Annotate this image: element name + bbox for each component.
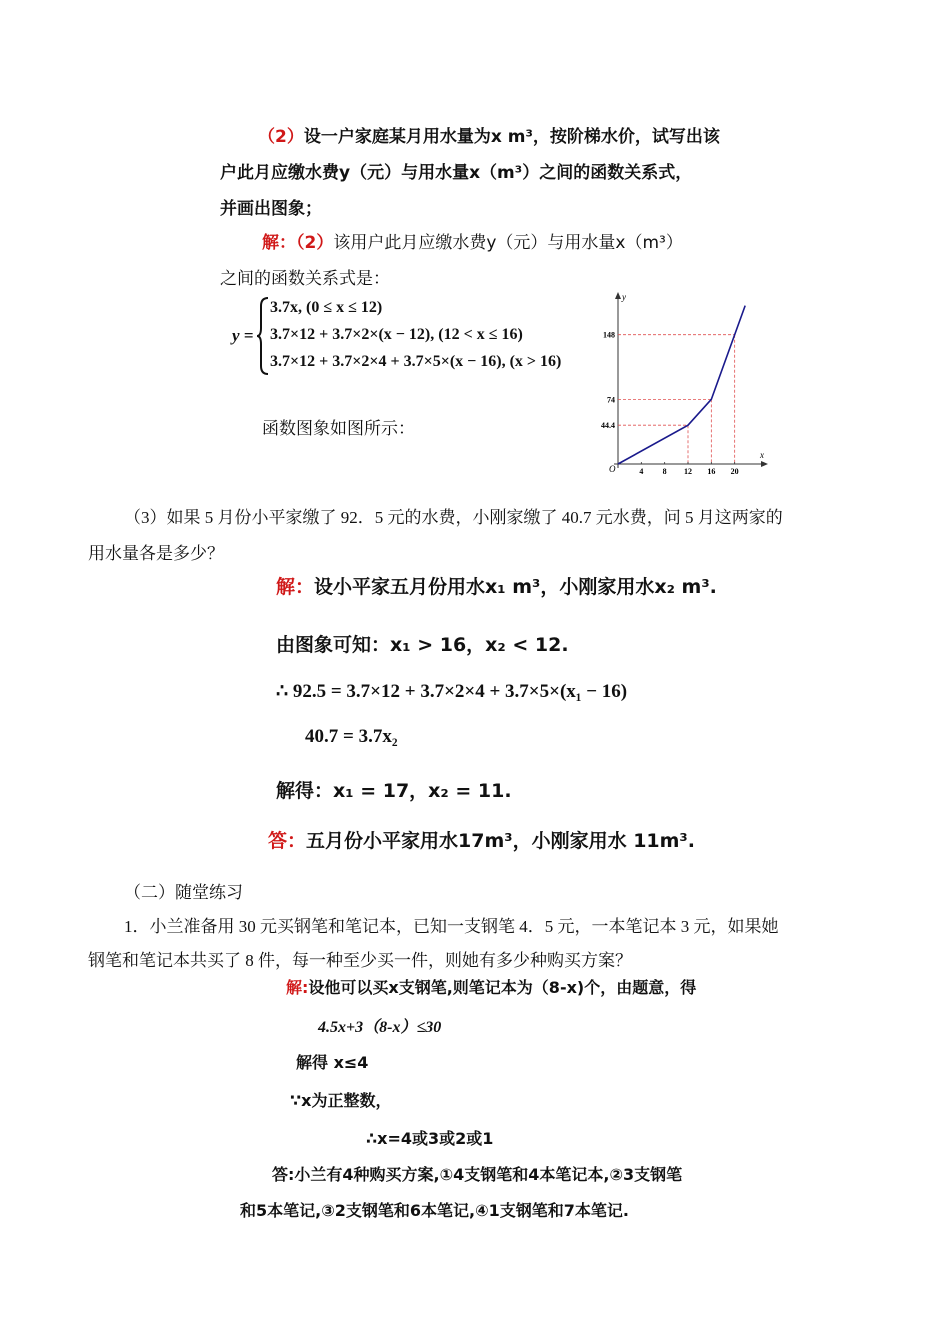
function-case-3: 3.7×12 + 3.7×2×4 + 3.7×5×(x − 16), (x > 16) xyxy=(270,353,562,370)
origin-label: O xyxy=(609,464,616,474)
part2-question-number: （2） xyxy=(258,127,304,147)
part3-question-line2: 用水量各是多少？ xyxy=(88,544,224,563)
x-tick-label-1: 8 xyxy=(662,467,667,476)
part3-solution-line4: 40.7 = 3.7x₂ xyxy=(305,726,398,747)
part2-question-line1: （2）设一户家庭某月用水量为x m³，按阶梯水价，试写出该 xyxy=(258,127,720,147)
part3-solution-line1: 解：设小平家五月份用水x₁ m³，小刚家用水x₂ m³. xyxy=(276,576,717,598)
x-tick-label-4: 20 xyxy=(730,467,739,476)
practice-answer-line1: 答:小兰有4种购买方案,①4支钢笔和4本笔记本,②3支钢笔 xyxy=(272,1165,683,1184)
practice-answer-line2: 和5本笔记,③2支钢笔和6本笔记,④1支钢笔和7本笔记. xyxy=(240,1201,629,1220)
practice-q1-line2: 钢笔和笔记本共买了 8 件，每一种至少买一件，则她有多少种购买方案？ xyxy=(88,951,632,970)
y-tick-label-0: 44.4 xyxy=(601,421,615,431)
part2-solution-label: 解： xyxy=(262,233,296,253)
x-tick-label-0: 4 xyxy=(639,467,644,476)
practice-heading: （二）随堂练习 xyxy=(124,883,243,902)
function-lhs: y = xyxy=(232,326,254,345)
x-tick-label-3: 16 xyxy=(707,467,716,476)
part3-solution-label: 解： xyxy=(276,576,315,598)
y-tick-label-2: 148 xyxy=(603,330,615,340)
x-axis-label: x xyxy=(760,450,764,460)
part3-answer: 答：五月份小平家用水17m³，小刚家用水 11m³. xyxy=(268,830,695,852)
y-axis-arrow xyxy=(615,292,621,299)
part2-solution-line1: 解：（2）该用户此月应缴水费y（元）与用水量x（m³） xyxy=(262,233,683,253)
practice-solution-line5: ∴x=4或3或2或1 xyxy=(366,1129,494,1148)
practice-solution-line1: 解:设他可以买x支钢笔,则笔记本为（8-x)个，由题意，得 xyxy=(286,978,697,997)
y-axis-label: y xyxy=(622,292,626,302)
part3-solution-line3: ∴ 92.5 = 3.7×12 + 3.7×2×4 + 3.7×5×(x₁ − 16) xyxy=(276,681,628,702)
fee-line xyxy=(618,306,745,464)
x-axis-arrow xyxy=(761,461,768,467)
practice-solution-line2: 4.5x+3（8-x）≤30 xyxy=(318,1019,442,1036)
part2-solution-line2: 之间的函数关系式是： xyxy=(220,269,390,289)
part3-solution-line2: 由图象可知：x₁ > 16，x₂ < 12. xyxy=(276,634,569,656)
y-tick-label-1: 74 xyxy=(607,395,615,405)
part2-question-line3: 并画出图象； xyxy=(220,199,322,219)
part2-question-line2: 户此月应缴水费y（元）与用水量x（m³）之间的函数关系式， xyxy=(220,163,693,183)
water-fee-chart xyxy=(590,290,780,485)
graph-caption: 函数图象如图所示： xyxy=(262,419,415,439)
part3-question-line1: （3）如果 5 月份小平家缴了 92．5 元的水费，小刚家缴了 40.7 元水费，问 5 月这两家的 xyxy=(124,508,783,527)
part2-solution-number: （2） xyxy=(296,233,334,253)
practice-solution-label: 解: xyxy=(286,978,309,997)
practice-solution-line4: ∵x为正整数， xyxy=(290,1091,392,1110)
part3-answer-label: 答： xyxy=(268,830,307,852)
part3-solution-line5: 解得：x₁ = 17，x₂ = 11. xyxy=(276,780,512,802)
practice-q1-line1: 1．小兰准备用 30 元买钢笔和笔记本，已知一支钢笔 4．5 元，一本笔记本 3 元，如果她 xyxy=(124,917,779,936)
left-brace xyxy=(256,296,270,376)
practice-solution-line3: 解得 x≤4 xyxy=(296,1053,369,1072)
function-case-1: 3.7x, (0 ≤ x ≤ 12) xyxy=(270,299,383,316)
function-case-2: 3.7×12 + 3.7×2×(x − 12), (12 < x ≤ 16) xyxy=(270,326,523,343)
x-tick-label-2: 12 xyxy=(684,467,692,476)
